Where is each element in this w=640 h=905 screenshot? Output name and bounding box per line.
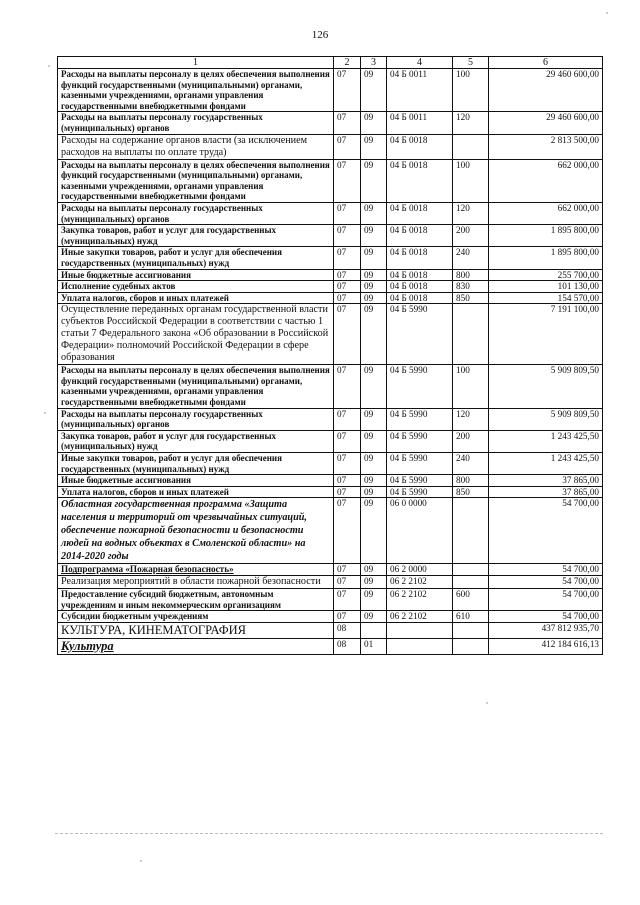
section-code: 07 bbox=[334, 408, 361, 430]
target-article-code: 04 Б 0018 bbox=[387, 292, 453, 304]
table-row bbox=[58, 202, 603, 224]
subsection-code: 09 bbox=[361, 498, 387, 564]
target-article-code: 04 Б 0018 bbox=[387, 269, 453, 281]
section-code: 08 bbox=[334, 622, 361, 638]
scan-speck bbox=[606, 12, 608, 14]
row-description: Областная государственная программа «Защита населения и территорий от чрезвычайных ситуаций, обеспечение пожарной безопасности и безопасности людей на водных объектах в Смоленской области» на 2014-2020 годы bbox=[58, 498, 334, 564]
subsection-code: 09 bbox=[361, 134, 387, 159]
subsection-code: 09 bbox=[361, 112, 387, 134]
page-number: 126 bbox=[311, 29, 329, 41]
expense-type-code: 600 bbox=[453, 589, 489, 611]
target-article-code: 06 2 2102 bbox=[387, 589, 453, 611]
column-header: 1 bbox=[58, 57, 334, 69]
row-description: Осуществление переданных органам государственной власти субъектов Российской Федерации в соответствии с частью 1 статьи 7 Федерального закона «Об образовании в Российской Федерации» полномочий Российской Федерации в сфере образования bbox=[58, 304, 334, 365]
row-description: Уплата налогов, сборов и иных платежей bbox=[58, 292, 334, 304]
expense-type-code: 100 bbox=[453, 159, 489, 202]
scan-speck bbox=[140, 860, 142, 862]
row-description: Уплата налогов, сборов и иных платежей bbox=[58, 486, 334, 498]
section-code: 07 bbox=[334, 225, 361, 247]
section-code: 07 bbox=[334, 304, 361, 365]
row-amount: 2 813 500,00 bbox=[489, 134, 603, 159]
table-row bbox=[58, 611, 603, 623]
row-description: Предоставление субсидий бюджетным, автономным учреждениям и иным некоммерческим организациям bbox=[58, 589, 334, 611]
expense-type-code bbox=[453, 304, 489, 365]
row-amount: 7 191 100,00 bbox=[489, 304, 603, 365]
row-amount: 412 184 616,13 bbox=[489, 638, 603, 654]
section-code: 07 bbox=[334, 365, 361, 408]
section-code: 07 bbox=[334, 486, 361, 498]
section-code: 07 bbox=[334, 589, 361, 611]
target-article-code: 04 Б 0018 bbox=[387, 202, 453, 224]
table-row bbox=[58, 292, 603, 304]
section-code: 07 bbox=[334, 498, 361, 564]
scan-speck bbox=[486, 702, 488, 704]
table-header-row bbox=[58, 57, 603, 69]
subsection-code bbox=[361, 622, 387, 638]
row-amount: 54 700,00 bbox=[489, 498, 603, 564]
section-code: 08 bbox=[334, 638, 361, 654]
table-row bbox=[58, 475, 603, 487]
target-article-code: 06 0 0000 bbox=[387, 498, 453, 564]
expense-type-code: 200 bbox=[453, 430, 489, 452]
expense-type-code: 240 bbox=[453, 453, 489, 475]
table-row bbox=[58, 576, 603, 589]
section-code: 07 bbox=[334, 69, 361, 112]
subsection-code: 09 bbox=[361, 430, 387, 452]
target-article-code: 04 Б 0018 bbox=[387, 281, 453, 293]
expense-type-code: 200 bbox=[453, 225, 489, 247]
subsection-code: 09 bbox=[361, 159, 387, 202]
target-article-code bbox=[387, 622, 453, 638]
table-row bbox=[58, 159, 603, 202]
row-amount: 154 570,00 bbox=[489, 292, 603, 304]
subsection-code: 09 bbox=[361, 365, 387, 408]
row-description: Иные бюджетные ассигнования bbox=[58, 475, 334, 487]
row-amount: 54 700,00 bbox=[489, 611, 603, 623]
subsection-code: 09 bbox=[361, 202, 387, 224]
row-amount: 37 865,00 bbox=[489, 475, 603, 487]
row-description: Иные бюджетные ассигнования bbox=[58, 269, 334, 281]
column-header: 2 bbox=[334, 57, 361, 69]
row-description: Иные закупки товаров, работ и услуг для обеспечения государственных (муниципальных) нужд bbox=[58, 453, 334, 475]
column-header: 4 bbox=[387, 57, 453, 69]
row-amount: 1 895 800,00 bbox=[489, 225, 603, 247]
table-row bbox=[58, 281, 603, 293]
target-article-code: 04 Б 5990 bbox=[387, 430, 453, 452]
section-code: 07 bbox=[334, 576, 361, 589]
column-header: 6 bbox=[489, 57, 603, 69]
target-article-code bbox=[387, 638, 453, 654]
section-code: 07 bbox=[334, 112, 361, 134]
row-description: Закупка товаров, работ и услуг для государственных (муниципальных) нужд bbox=[58, 430, 334, 452]
subsection-code: 09 bbox=[361, 486, 387, 498]
target-article-code: 04 Б 0011 bbox=[387, 112, 453, 134]
table-row bbox=[58, 498, 603, 564]
expense-type-code: 830 bbox=[453, 281, 489, 293]
subsection-code: 09 bbox=[361, 408, 387, 430]
row-amount: 29 460 600,00 bbox=[489, 112, 603, 134]
scan-artifact-line bbox=[55, 833, 603, 834]
subsection-code: 09 bbox=[361, 247, 387, 269]
row-amount: 662 000,00 bbox=[489, 202, 603, 224]
target-article-code: 04 Б 5990 bbox=[387, 304, 453, 365]
row-description: Расходы на содержание органов власти (за исключением расходов на выплаты по оплате труда) bbox=[58, 134, 334, 159]
row-description: Реализация мероприятий в области пожарной безопасности bbox=[58, 576, 334, 589]
table-row bbox=[58, 486, 603, 498]
scan-speck bbox=[48, 65, 50, 67]
subsection-code: 09 bbox=[361, 611, 387, 623]
expense-type-code: 120 bbox=[453, 112, 489, 134]
table-row bbox=[58, 69, 603, 112]
table-row bbox=[58, 225, 603, 247]
row-amount: 255 700,00 bbox=[489, 269, 603, 281]
target-article-code: 04 Б 5990 bbox=[387, 365, 453, 408]
table-row bbox=[58, 134, 603, 159]
subsection-code: 09 bbox=[361, 269, 387, 281]
table-row bbox=[58, 269, 603, 281]
section-code: 07 bbox=[334, 611, 361, 623]
target-article-code: 06 2 0000 bbox=[387, 564, 453, 576]
row-description: Иные закупки товаров, работ и услуг для обеспечения государственных (муниципальных) нужд bbox=[58, 247, 334, 269]
row-amount: 29 460 600,00 bbox=[489, 69, 603, 112]
row-description: Культура bbox=[58, 638, 334, 654]
subsection-code: 09 bbox=[361, 576, 387, 589]
row-description: Подпрограмма «Пожарная безопасность» bbox=[58, 564, 334, 576]
expense-type-code bbox=[453, 498, 489, 564]
subsection-code: 09 bbox=[361, 225, 387, 247]
table-row bbox=[58, 304, 603, 365]
row-description: Исполнение судебных актов bbox=[58, 281, 334, 293]
row-description: Расходы на выплаты персоналу государственных (муниципальных) органов bbox=[58, 202, 334, 224]
row-amount: 1 243 425,50 bbox=[489, 453, 603, 475]
row-amount: 54 700,00 bbox=[489, 589, 603, 611]
expense-type-code bbox=[453, 576, 489, 589]
table-row bbox=[58, 112, 603, 134]
row-amount: 54 700,00 bbox=[489, 576, 603, 589]
section-code: 07 bbox=[334, 292, 361, 304]
expense-type-code: 800 bbox=[453, 475, 489, 487]
section-code: 07 bbox=[334, 159, 361, 202]
target-article-code: 04 Б 0018 bbox=[387, 247, 453, 269]
expense-type-code: 610 bbox=[453, 611, 489, 623]
expense-type-code: 800 bbox=[453, 269, 489, 281]
expense-type-code: 240 bbox=[453, 247, 489, 269]
subsection-code: 01 bbox=[361, 638, 387, 654]
section-code: 07 bbox=[334, 281, 361, 293]
subsection-code: 09 bbox=[361, 69, 387, 112]
subsection-code: 09 bbox=[361, 589, 387, 611]
target-article-code: 04 Б 5990 bbox=[387, 475, 453, 487]
row-description: Расходы на выплаты персоналу в целях обеспечения выполнения функций государственными (муниципальными) органами, казенными учреждениями, органами управления государственными внебюджетными фондами bbox=[58, 69, 334, 112]
expense-type-code bbox=[453, 638, 489, 654]
target-article-code: 04 Б 5990 bbox=[387, 453, 453, 475]
target-article-code: 06 2 2102 bbox=[387, 611, 453, 623]
row-amount: 1 895 800,00 bbox=[489, 247, 603, 269]
column-header: 3 bbox=[361, 57, 387, 69]
expense-type-code bbox=[453, 134, 489, 159]
row-description: Расходы на выплаты персоналу государственных (муниципальных) органов bbox=[58, 112, 334, 134]
row-amount: 5 909 809,50 bbox=[489, 408, 603, 430]
table-row bbox=[58, 589, 603, 611]
table-row bbox=[58, 638, 603, 654]
expense-type-code bbox=[453, 622, 489, 638]
subsection-code: 09 bbox=[361, 564, 387, 576]
row-description: КУЛЬТУРА, КИНЕМАТОГРАФИЯ bbox=[58, 622, 334, 638]
target-article-code: 04 Б 0018 bbox=[387, 159, 453, 202]
scan-speck bbox=[44, 412, 46, 414]
target-article-code: 04 Б 0011 bbox=[387, 69, 453, 112]
expense-type-code: 850 bbox=[453, 292, 489, 304]
subsection-code: 09 bbox=[361, 281, 387, 293]
row-amount: 1 243 425,50 bbox=[489, 430, 603, 452]
table-row bbox=[58, 622, 603, 638]
section-code: 07 bbox=[334, 202, 361, 224]
row-amount: 437 812 935,70 bbox=[489, 622, 603, 638]
row-amount: 54 700,00 bbox=[489, 564, 603, 576]
subsection-code: 09 bbox=[361, 475, 387, 487]
table-row bbox=[58, 564, 603, 576]
table-row bbox=[58, 408, 603, 430]
table-row bbox=[58, 365, 603, 408]
row-amount: 37 865,00 bbox=[489, 486, 603, 498]
row-description: Расходы на выплаты персоналу государственных (муниципальных) органов bbox=[58, 408, 334, 430]
target-article-code: 04 Б 5990 bbox=[387, 486, 453, 498]
row-description: Расходы на выплаты персоналу в целях обеспечения выполнения функций государственными (муниципальными) органами, казенными учреждениями, органами управления государственными внебюджетными фондами bbox=[58, 159, 334, 202]
section-code: 07 bbox=[334, 564, 361, 576]
expense-type-code: 850 bbox=[453, 486, 489, 498]
budget-table bbox=[57, 56, 603, 655]
expense-type-code: 100 bbox=[453, 365, 489, 408]
target-article-code: 06 2 2102 bbox=[387, 576, 453, 589]
section-code: 07 bbox=[334, 430, 361, 452]
column-header: 5 bbox=[453, 57, 489, 69]
row-amount: 5 909 809,50 bbox=[489, 365, 603, 408]
section-code: 07 bbox=[334, 269, 361, 281]
subsection-code: 09 bbox=[361, 304, 387, 365]
section-code: 07 bbox=[334, 453, 361, 475]
section-code: 07 bbox=[334, 134, 361, 159]
section-code: 07 bbox=[334, 247, 361, 269]
row-description: Расходы на выплаты персоналу в целях обеспечения выполнения функций государственными (муниципальными) органами, казенными учреждениями, органами управления государственными внебюджетными фондами bbox=[58, 365, 334, 408]
expense-type-code: 120 bbox=[453, 202, 489, 224]
target-article-code: 04 Б 0018 bbox=[387, 134, 453, 159]
target-article-code: 04 Б 0018 bbox=[387, 225, 453, 247]
row-description: Закупка товаров, работ и услуг для государственных (муниципальных) нужд bbox=[58, 225, 334, 247]
expense-type-code: 120 bbox=[453, 408, 489, 430]
expense-type-code: 100 bbox=[453, 69, 489, 112]
table-row bbox=[58, 453, 603, 475]
row-amount: 662 000,00 bbox=[489, 159, 603, 202]
target-article-code: 04 Б 5990 bbox=[387, 408, 453, 430]
row-amount: 101 130,00 bbox=[489, 281, 603, 293]
expense-type-code bbox=[453, 564, 489, 576]
row-description: Субсидии бюджетным учреждениям bbox=[58, 611, 334, 623]
table-row bbox=[58, 247, 603, 269]
section-code: 07 bbox=[334, 475, 361, 487]
subsection-code: 09 bbox=[361, 292, 387, 304]
table-row bbox=[58, 430, 603, 452]
subsection-code: 09 bbox=[361, 453, 387, 475]
